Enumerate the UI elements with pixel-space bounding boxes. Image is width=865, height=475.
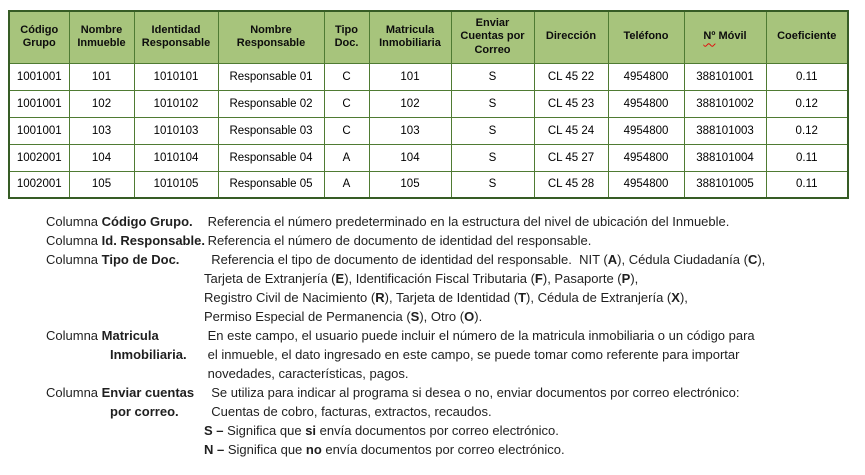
table-cell-r3c9: 4954800 — [608, 117, 684, 144]
definition-desc-line: N – Significa que no envía documentos por correo electrónico. — [204, 442, 565, 457]
column-header-11: Coeficiente — [766, 11, 848, 63]
table-cell-r1c9: 4954800 — [608, 63, 684, 90]
table-cell-r2c4: Responsable 02 — [218, 90, 324, 117]
definition-term-line: Columna Matricula — [46, 328, 159, 343]
table-header — [9, 11, 848, 63]
table-cell-r4c1: 1002001 — [9, 144, 69, 171]
definition-term — [46, 250, 204, 269]
table-row-1 — [9, 63, 848, 90]
table-cell-r2c1: 1001001 — [9, 90, 69, 117]
table-cell-r1c5: C — [324, 63, 369, 90]
definition-term-line: Inmobiliaria. — [110, 347, 187, 362]
definition-desc-line: Registro Civil de Nacimiento (R), Tarjeta de Identidad (T), Cédula de Extranjería (X), — [204, 290, 688, 305]
table-body — [9, 63, 848, 198]
table-cell-r1c2: 101 — [69, 63, 134, 90]
definition-entry-5 — [46, 383, 865, 459]
table-cell-r5c3: 1010105 — [134, 171, 218, 198]
definition-desc-line: Tarjeta de Extranjería (E), Identificación Fiscal Tributaria (F), Pasaporte (P), — [204, 271, 639, 286]
table-cell-r4c11: 0.11 — [766, 144, 848, 171]
table-cell-r1c11: 0.11 — [766, 63, 848, 90]
table-cell-r4c9: 4954800 — [608, 144, 684, 171]
table-row-5 — [9, 171, 848, 198]
definition-entry-1 — [46, 212, 865, 231]
table-cell-r4c5: A — [324, 144, 369, 171]
table-cell-r3c5: C — [324, 117, 369, 144]
column-header-1: Código Grupo — [9, 11, 69, 63]
table-cell-r4c10: 388101004 — [684, 144, 766, 171]
definition-entry-3 — [46, 250, 865, 326]
table-row-4 — [9, 144, 848, 171]
table-cell-r3c4: Responsable 03 — [218, 117, 324, 144]
definition-description — [204, 231, 865, 250]
definition-desc-line: novedades, características, pagos. — [204, 366, 409, 381]
table-cell-r4c4: Responsable 04 — [218, 144, 324, 171]
table-cell-r2c7: S — [451, 90, 534, 117]
table-cell-r5c1: 1002001 — [9, 171, 69, 198]
table-cell-r3c6: 103 — [369, 117, 451, 144]
table-row-2 — [9, 90, 848, 117]
column-definitions — [46, 212, 865, 459]
table-header-row — [9, 11, 848, 63]
definition-desc-line: Cuentas de cobro, facturas, extractos, recaudos. — [204, 404, 492, 419]
definition-desc-line: Se utiliza para indicar al programa si desea o no, enviar documentos por correo electrónico: — [204, 385, 740, 400]
definition-term-line: Columna Tipo de Doc. — [46, 252, 180, 267]
definition-description — [204, 250, 865, 326]
table-cell-r5c9: 4954800 — [608, 171, 684, 198]
table-row-3 — [9, 117, 848, 144]
definition-entry-2 — [46, 231, 865, 250]
table-cell-r4c8: CL 45 27 — [534, 144, 608, 171]
inmuebles-table — [8, 10, 849, 199]
table-cell-r3c3: 1010103 — [134, 117, 218, 144]
table-cell-r1c4: Responsable 01 — [218, 63, 324, 90]
table-cell-r3c7: S — [451, 117, 534, 144]
spellcheck-squiggle: Nº — [703, 30, 716, 43]
column-header-6: Matricula Inmobiliaria — [369, 11, 451, 63]
table-cell-r3c11: 0.12 — [766, 117, 848, 144]
column-header-8: Dirección — [534, 11, 608, 63]
definition-term — [46, 383, 204, 421]
table-cell-r2c3: 1010102 — [134, 90, 218, 117]
definition-description — [204, 212, 865, 231]
table-cell-r2c6: 102 — [369, 90, 451, 117]
column-header-4: Nombre Responsable — [218, 11, 324, 63]
definition-term-line: Columna Id. Responsable. — [46, 233, 205, 248]
column-header-10: Nº Móvil — [684, 11, 766, 63]
table-cell-r5c4: Responsable 05 — [218, 171, 324, 198]
definition-term — [46, 212, 204, 231]
table-cell-r3c2: 103 — [69, 117, 134, 144]
table-cell-r3c10: 388101003 — [684, 117, 766, 144]
table-cell-r4c6: 104 — [369, 144, 451, 171]
table-cell-r2c9: 4954800 — [608, 90, 684, 117]
definition-term-line: Columna Enviar cuentas — [46, 385, 195, 400]
definition-desc-line: Referencia el número predeterminado en la estructura del nivel de ubicación del Inmueble. — [204, 214, 730, 229]
column-header-7: Enviar Cuentas por Correo — [451, 11, 534, 63]
definition-term — [46, 326, 204, 364]
table-cell-r1c10: 388101001 — [684, 63, 766, 90]
definition-description — [204, 326, 865, 383]
table-cell-r3c8: CL 45 24 — [534, 117, 608, 144]
table-cell-r2c8: CL 45 23 — [534, 90, 608, 117]
definition-desc-line: Referencia el número de documento de identidad del responsable. — [204, 233, 592, 248]
table-cell-r5c11: 0.11 — [766, 171, 848, 198]
definition-description — [204, 383, 865, 459]
definition-desc-line: el inmueble, el dato ingresado en este campo, se puede tomar como referente para importar — [204, 347, 740, 362]
column-header-2: Nombre Inmueble — [69, 11, 134, 63]
table-cell-r2c11: 0.12 — [766, 90, 848, 117]
table-cell-r5c2: 105 — [69, 171, 134, 198]
table-cell-r4c3: 1010104 — [134, 144, 218, 171]
table-cell-r2c10: 388101002 — [684, 90, 766, 117]
definition-desc-line: En este campo, el usuario puede incluir el número de la matricula inmobiliaria o un código para — [204, 328, 755, 343]
table-cell-r4c7: S — [451, 144, 534, 171]
table-cell-r4c2: 104 — [69, 144, 134, 171]
definition-term-line: Columna Código Grupo. — [46, 214, 193, 229]
definition-term-line: por correo. — [110, 404, 179, 419]
definition-entry-4 — [46, 326, 865, 383]
table-cell-r5c5: A — [324, 171, 369, 198]
table-cell-r5c6: 105 — [369, 171, 451, 198]
table-cell-r2c5: C — [324, 90, 369, 117]
column-header-3: Identidad Responsable — [134, 11, 218, 63]
column-header-5: Tipo Doc. — [324, 11, 369, 63]
table-cell-r1c7: S — [451, 63, 534, 90]
column-header-9: Teléfono — [608, 11, 684, 63]
table-cell-r2c2: 102 — [69, 90, 134, 117]
table-cell-r5c7: S — [451, 171, 534, 198]
table-cell-r1c6: 101 — [369, 63, 451, 90]
definition-desc-line: Permiso Especial de Permanencia (S), Otro (O). — [204, 309, 483, 324]
table-cell-r3c1: 1001001 — [9, 117, 69, 144]
table-cell-r1c1: 1001001 — [9, 63, 69, 90]
table-cell-r5c8: CL 45 28 — [534, 171, 608, 198]
table-cell-r5c10: 388101005 — [684, 171, 766, 198]
definition-desc-line: Referencia el tipo de documento de identidad del responsable. NIT (A), Cédula Ciudadanía (C), — [204, 252, 766, 267]
definition-desc-line: S – Significa que si envía documentos por correo electrónico. — [204, 423, 559, 438]
table-cell-r1c3: 1010101 — [134, 63, 218, 90]
definition-term — [46, 231, 204, 250]
table-cell-r1c8: CL 45 22 — [534, 63, 608, 90]
